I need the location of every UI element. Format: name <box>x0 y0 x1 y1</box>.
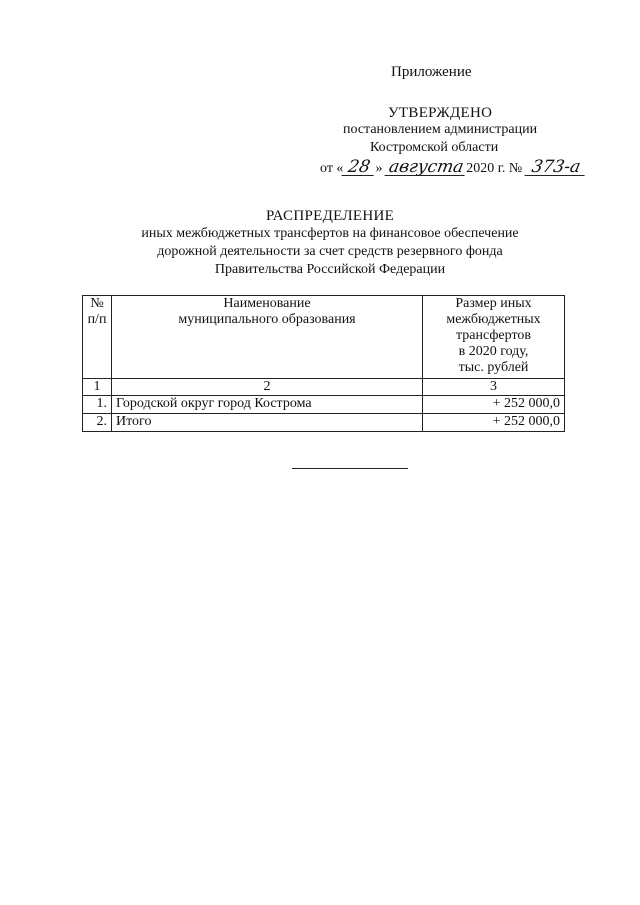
distribution-table <box>82 295 565 432</box>
header-amount-line-4: в 2020 году, <box>458 344 529 359</box>
row-name-cell: Городской округ город Кострома <box>112 396 423 414</box>
row-number-cell: 1. <box>83 396 112 414</box>
date-mid: » <box>375 161 383 176</box>
document-subtitle-line-2: дорожной деятельности за счет средств резервного фонда <box>157 244 503 259</box>
appendix-label: Приложение <box>391 64 472 80</box>
header-amount-line-2: межбюджетных <box>446 312 541 327</box>
column-number-cell: 3 <box>423 379 565 396</box>
header-number-line-2: п/п <box>87 312 107 327</box>
header-number-cell <box>83 296 112 379</box>
region-line: Костромской области <box>370 140 499 155</box>
table-row <box>83 396 565 414</box>
header-amount-line-5: тыс. рублей <box>458 360 529 375</box>
table-header-row <box>83 296 565 379</box>
header-amount-line-1: Размер иных <box>455 296 532 311</box>
row-number-cell: 2. <box>83 414 112 432</box>
handwritten-day: 28 <box>342 159 377 176</box>
header-name-cell <box>112 296 423 379</box>
header-number-line-1: № <box>90 296 104 311</box>
year-text: 2020 г. № <box>466 161 523 176</box>
column-number-cell: 1 <box>83 379 112 396</box>
header-amount-line-3: трансфертов <box>455 328 532 343</box>
end-of-document-rule <box>292 468 408 469</box>
handwritten-month: августа <box>384 159 467 176</box>
approved-stamp-label: УТВЕРЖДЕНО <box>388 105 493 121</box>
header-name-line-2: муниципального образования <box>178 312 356 327</box>
table-total-row <box>83 414 565 432</box>
column-number-row <box>83 379 565 396</box>
header-amount-cell <box>423 296 565 379</box>
date-prefix: от « <box>320 161 344 176</box>
column-number-cell: 2 <box>112 379 423 396</box>
document-subtitle-line-1: иных межбюджетных трансфертов на финансовое обеспечение <box>141 226 519 241</box>
document-subtitle-line-3: Правительства Российской Федерации <box>214 262 446 277</box>
row-amount-cell: + 252 000,0 <box>423 396 565 414</box>
decree-date-line <box>320 159 586 177</box>
decree-line: постановлением администрации <box>343 122 538 137</box>
row-amount-cell: + 252 000,0 <box>423 414 565 432</box>
row-name-cell: Итого <box>112 414 423 432</box>
header-name-line-1: Наименование <box>223 296 311 311</box>
handwritten-decree-number: 373-а <box>524 159 587 176</box>
document-title: РАСПРЕДЕЛЕНИЕ <box>265 208 395 224</box>
